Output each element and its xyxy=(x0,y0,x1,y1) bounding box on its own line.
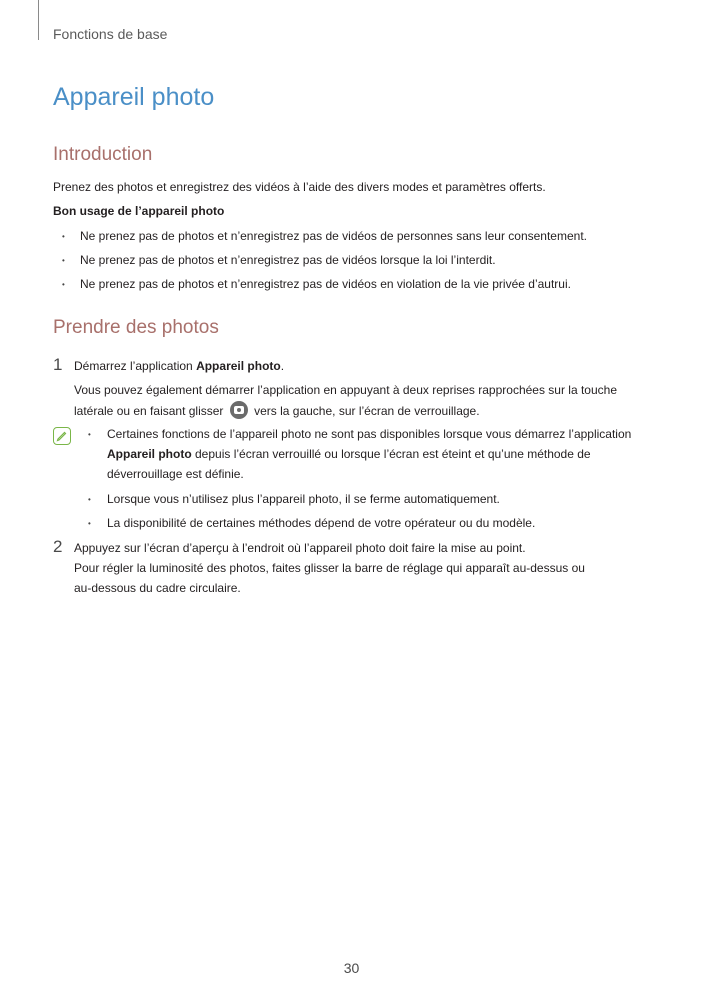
usage-bullet-list xyxy=(62,227,587,299)
step-1-text-after: . xyxy=(280,359,285,373)
note-pencil-icon xyxy=(53,427,71,445)
step-number-1: 1 xyxy=(53,355,63,374)
note-list xyxy=(88,425,631,538)
note-item-1-line-2 xyxy=(107,445,631,465)
step-1-detail xyxy=(74,381,617,421)
introduction-heading: Introduction xyxy=(53,144,153,165)
running-header: Fonctions de base xyxy=(53,26,168,42)
introduction-text: Prenez des photos et enregistrez des vidéos à l’aide des divers modes et paramètres offerts. xyxy=(53,180,546,194)
usage-bullet: • Ne prenez pas de photos et n’enregistrez pas de vidéos lorsque la loi l’interdit. xyxy=(62,251,587,275)
note-item-1-line-3: déverrouillage est définie. xyxy=(107,467,244,481)
usage-bullet: • Ne prenez pas de photos et n’enregistrez pas de vidéos de personnes sans leur consentement. xyxy=(62,227,587,251)
page-number: 30 xyxy=(343,960,360,976)
step-1-detail-line-1: Vous pouvez également démarrer l’application en appuyant à deux reprises rapprochées sur la touche xyxy=(74,383,617,397)
take-photos-heading: Prendre des photos xyxy=(53,317,219,338)
step-1-instruction xyxy=(74,357,284,376)
note-app-name: Appareil photo xyxy=(107,447,192,461)
note-item: • Lorsque vous n’utilisez plus l’appareil photo, il se ferme automatiquement. xyxy=(88,490,631,509)
header-edge-line xyxy=(38,0,39,40)
note-item xyxy=(88,425,631,485)
note-item: • La disponibilité de certaines méthodes dépend de votre opérateur ou du modèle. xyxy=(88,514,631,533)
step-2-detail xyxy=(74,559,585,599)
step-1-detail-line-2-after: vers la gauche, sur l’écran de verrouillage. xyxy=(254,404,480,418)
step-2-detail-line-2: au-dessous du cadre circulaire. xyxy=(74,581,241,595)
step-1-detail-line-2-before: latérale ou en faisant glisser xyxy=(74,404,224,418)
note-item-1-line-1: • Certaines fonctions de l’appareil photo ne sont pas disponibles lorsque vous démarrez l’application xyxy=(107,427,632,441)
usage-bullet: • Ne prenez pas de photos et n’enregistrez pas de vidéos en violation de la vie privée d’autrui. xyxy=(62,275,587,299)
step-number-2: 2 xyxy=(53,537,63,556)
camera-icon xyxy=(230,401,248,419)
step-1-text-before: Démarrez l’application xyxy=(74,359,197,373)
chapter-title: Appareil photo xyxy=(53,83,215,111)
note-item-1-line-2-rest: depuis l’écran verrouillé ou lorsque l’écran est éteint et qu’une méthode de xyxy=(191,447,591,461)
step-2-detail-line-1: Pour régler la luminosité des photos, faites glisser la barre de réglage qui apparaît au-dessus ou xyxy=(74,561,585,575)
step-1-detail-line-2 xyxy=(74,401,617,421)
app-name-camera: Appareil photo xyxy=(196,359,281,373)
step-2-instruction: Appuyez sur l’écran d’aperçu à l’endroit où l’appareil photo doit faire la mise au point. xyxy=(74,541,526,555)
usage-subheading: Bon usage de l’appareil photo xyxy=(53,204,225,218)
